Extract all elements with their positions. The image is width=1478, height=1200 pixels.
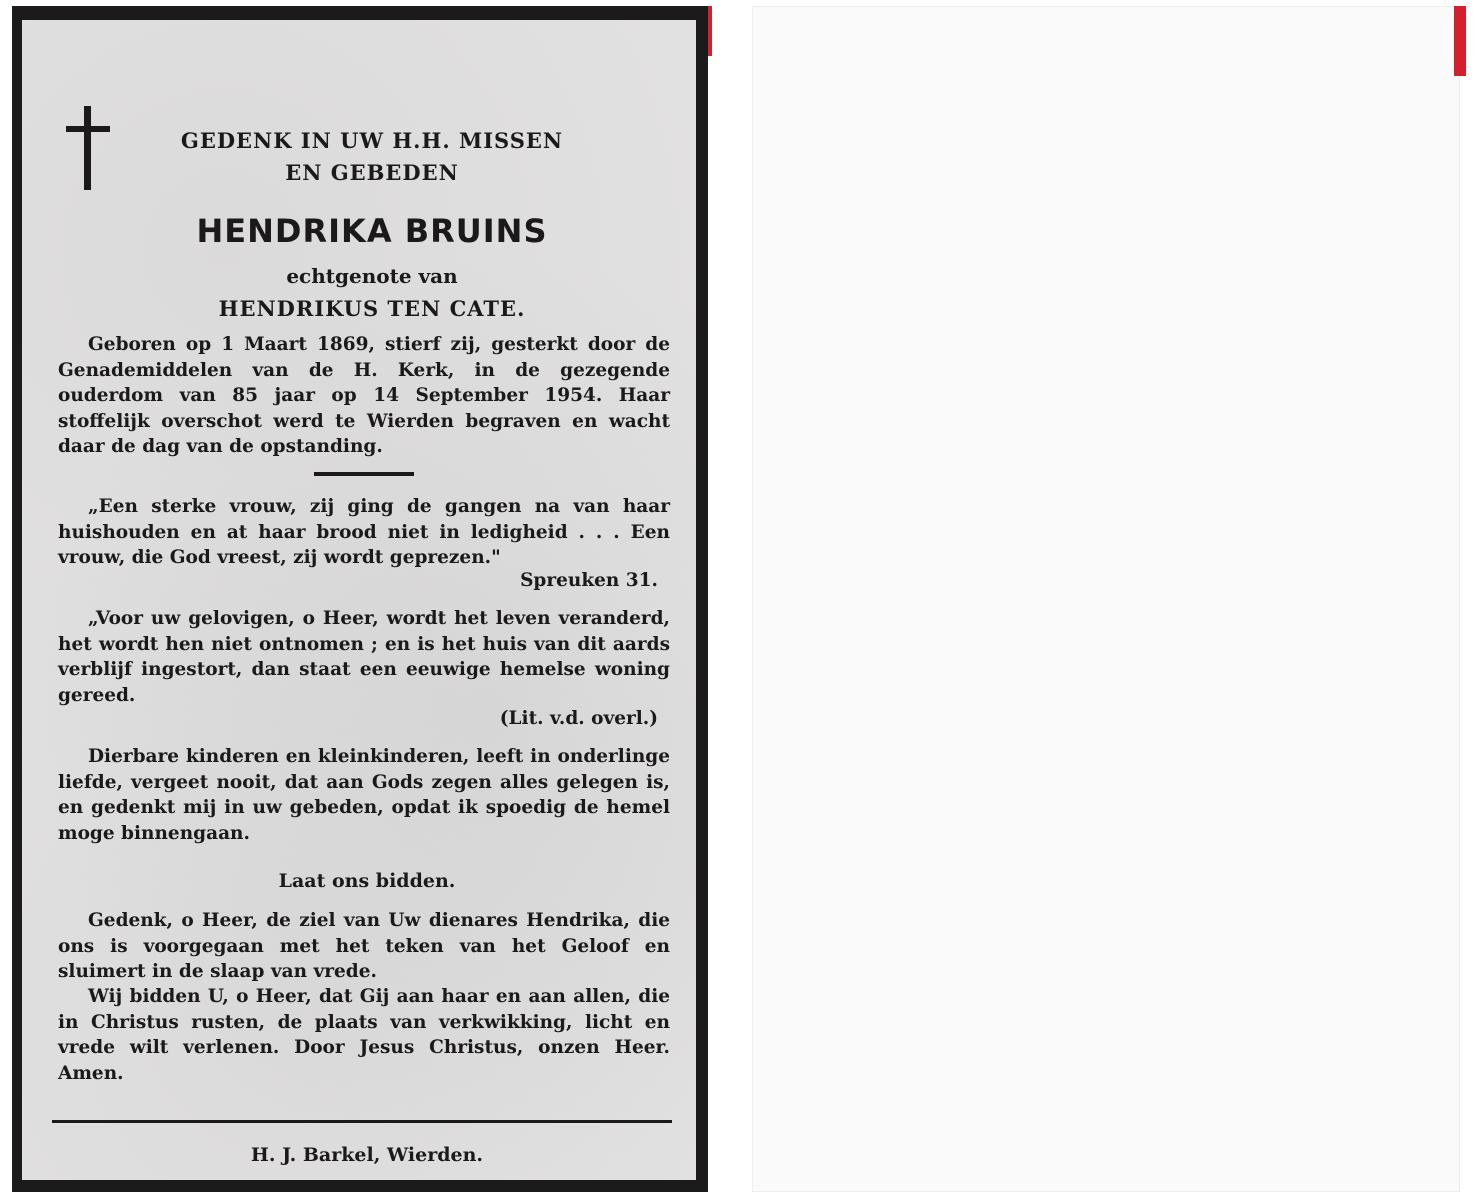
children-paragraph: Dierbare kinderen en kleinkinderen, leeft in onderlinge liefde, vergeet nooit, dat aan Gods zegen alles gelegen is, en gedenkt mij in uw gebeden, opdat ik spoedig de hemel moge binnengaan. [58, 746, 670, 844]
quote-proverbs: „Een sterke vrouw, zij ging de gangen na van haar huishouden en at haar brood niet in ledigheid . . . Een vrouw, die God vreest, zij wordt geprezen." [58, 496, 670, 568]
divider [314, 472, 414, 476]
memorial-card-back [752, 6, 1460, 1192]
spouse-name: HENDRIKUS TEN CATE. [218, 296, 526, 321]
printer-credit: H. J. Barkel, Wierden. [250, 1144, 484, 1166]
heading-line-1: GEDENK IN UW H.H. MISSEN [180, 128, 564, 153]
heading-line-2: EN GEBEDEN [285, 160, 459, 185]
prayer-heading: Laat ons bidden. [278, 870, 456, 892]
spouse-label: echtgenote van [286, 264, 458, 288]
prayer-paragraph-2: Wij bidden U, o Heer, dat Gij aan haar en aan allen, die in Christus rusten, de plaats van verkwikking, licht en vrede wilt verlenen. Door Jesus Christus, onzen Heer. Amen. [58, 986, 670, 1084]
biography-paragraph: Geboren op 1 Maart 1869, stierf zij, gesterkt door de Genademiddelen van de H. Kerk, in de gezegende ouderdom van 85 jaar op 14 September 1954. Haar stoffelijk overschot werd te Wierden begraven en wacht daar de dag van de opstanding. [58, 334, 670, 457]
prayer-paragraph-1: Gedenk, o Heer, de ziel van Uw dienares Hendrika, die ons is voorgegaan met het teken van het Geloof en sluimert in de slaap van vrede. [58, 910, 670, 982]
deceased-name: HENDRIKA BRUINS [196, 212, 548, 250]
quote-proverbs-source: Spreuken 31. [520, 570, 658, 591]
cross-icon [66, 106, 110, 190]
red-edge-right [1454, 6, 1466, 76]
footer-rule [52, 1120, 672, 1123]
red-edge-left [708, 6, 712, 56]
memorial-card-front [12, 6, 708, 1192]
quote-liturgy-source: (Lit. v.d. overl.) [499, 708, 658, 729]
card-paper [22, 20, 696, 1180]
quote-liturgy: „Voor uw gelovigen, o Heer, wordt het leven veranderd, het wordt hen niet ontnomen ; en is het huis van dit aards verblijf ingestort, dan staat een eeuwige hemelse woning gereed. [58, 608, 670, 706]
